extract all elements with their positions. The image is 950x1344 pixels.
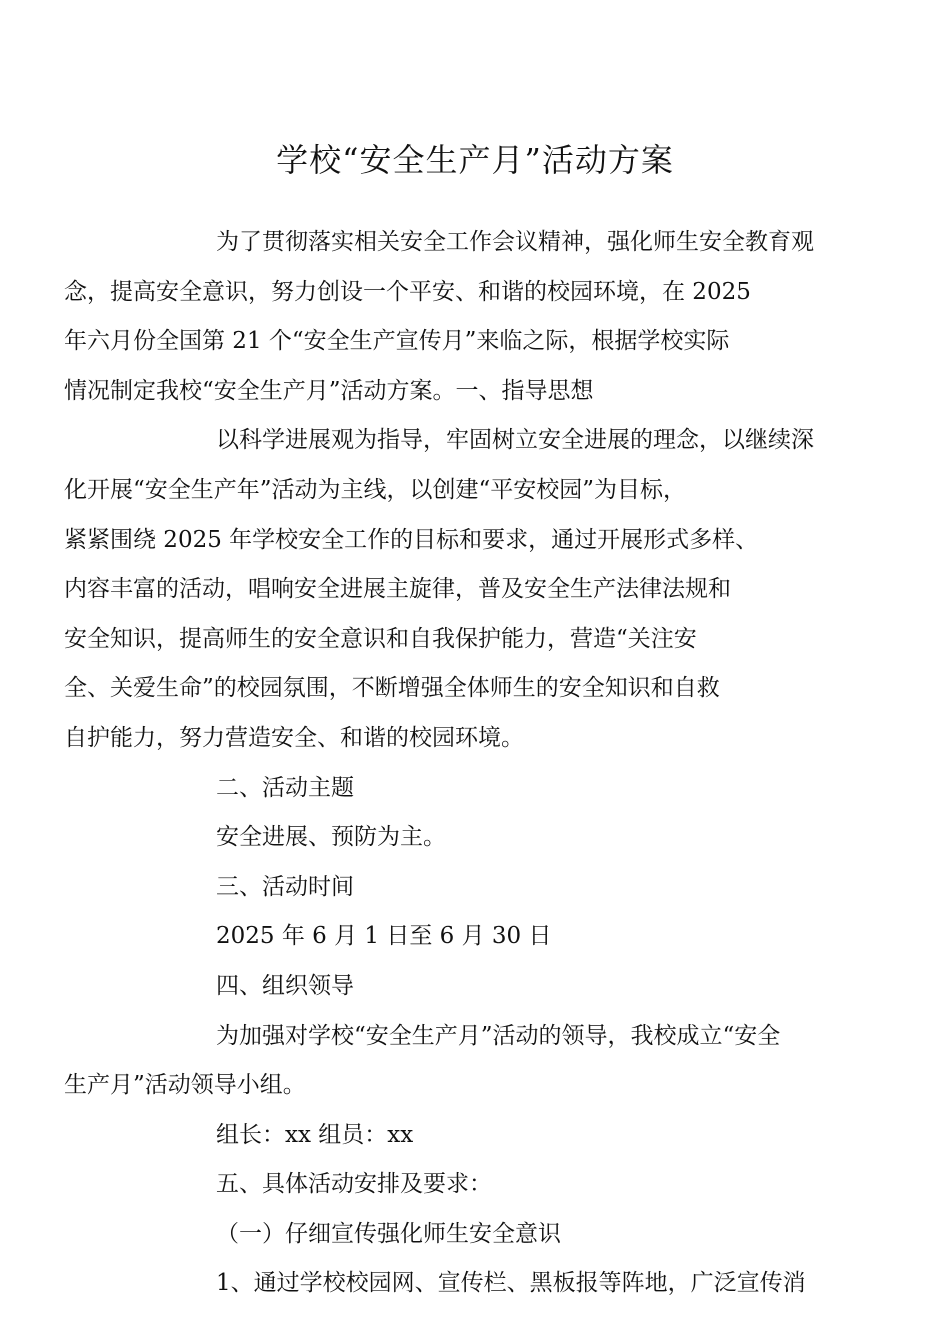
text-line: 自护能力，努力营造安全、和谐的校园环境。 bbox=[64, 724, 524, 751]
document-body bbox=[64, 218, 830, 1309]
text-line: 生产月”活动领导小组。 bbox=[64, 1072, 306, 1099]
paragraph-intro bbox=[64, 218, 830, 416]
paragraph-item-1: 1、通过学校校园网、宣传栏、黑板报等阵地，广泛宣传消 bbox=[216, 1270, 806, 1297]
section-heading-arrangements: 五、具体活动安排及要求： bbox=[216, 1171, 492, 1198]
text-line: 安全知识，提高师生的安全意识和自我保护能力，营造“关注安 bbox=[64, 625, 697, 652]
section-heading-theme: 二、活动主题 bbox=[216, 774, 354, 801]
text-line: 化开展“安全生产年”活动为主线，以创建“平安校园”为目标， bbox=[64, 476, 687, 503]
text-line: 内容丰富的活动，唱响安全进展主旋律，普及安全生产法律法规和 bbox=[64, 576, 731, 603]
text-line: 为了贯彻落实相关安全工作会议精神，强化师生安全教育观 bbox=[216, 229, 814, 255]
text-line: 以科学进展观为指导，牢固树立安全进展的理念，以继续深 bbox=[216, 427, 814, 454]
document-title: 学校“安全生产月”活动方案 bbox=[276, 141, 674, 179]
text-line: 为加强对学校“安全生产月”活动的领导，我校成立“安全 bbox=[216, 1022, 781, 1049]
text-line: 紧紧围绕 2025 年学校安全工作的目标和要求，通过开展形式多样、 bbox=[64, 526, 759, 553]
section-heading-time: 三、活动时间 bbox=[216, 873, 354, 900]
text-line: 情况制定我校“安全生产月”活动方案。一、指导思想 bbox=[64, 377, 594, 404]
paragraph-guiding-thought bbox=[64, 416, 830, 763]
paragraph-theme: 安全进展、预防为主。 bbox=[216, 824, 446, 851]
section-heading-leadership: 四、组织领导 bbox=[216, 972, 354, 999]
text-line: 年六月份全国第 21 个“安全生产宣传月”来临之际，根据学校实际 bbox=[64, 328, 730, 355]
paragraph-time: 2025 年 6 月 1 日至 6 月 30 日 bbox=[216, 923, 552, 950]
paragraph-members: 组长：xx 组员：xx bbox=[216, 1121, 414, 1148]
text-line: 全、关爱生命”的校园氛围，不断增强全体师生的安全知识和自救 bbox=[64, 675, 720, 702]
paragraph-leadership bbox=[64, 1012, 830, 1111]
text-line: 念，提高安全意识，努力创设一个平安、和谐的校园环境，在 2025 bbox=[64, 278, 751, 305]
subsection-heading-publicity: （一）仔细宣传强化师生安全意识 bbox=[216, 1220, 561, 1247]
